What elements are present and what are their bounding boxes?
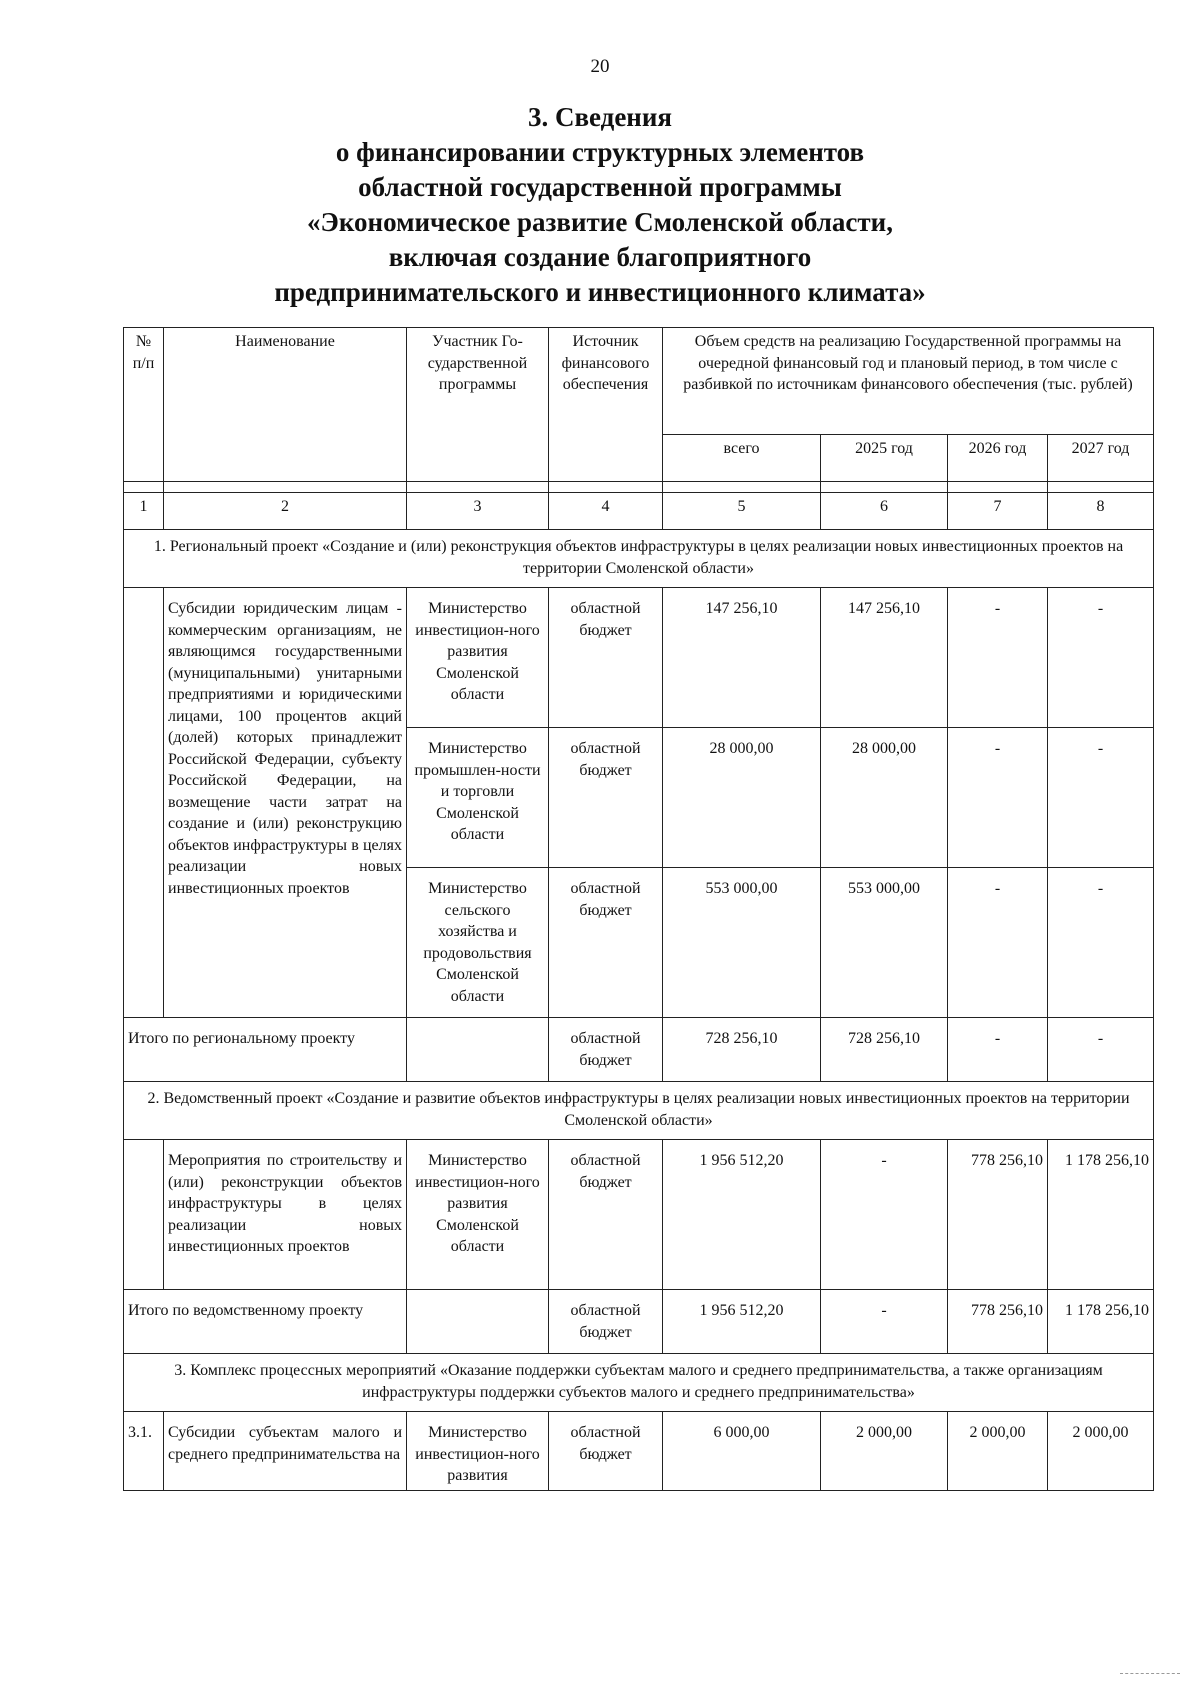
- total-cell: 553 000,00: [663, 868, 821, 1018]
- header-row: [124, 328, 1154, 435]
- total-cell: 147 256,10: [663, 588, 821, 728]
- y2025-cell: 28 000,00: [821, 728, 948, 868]
- section-row: [124, 1082, 1154, 1140]
- total-cell: 28 000,00: [663, 728, 821, 868]
- y2027-cell: -: [1048, 588, 1154, 728]
- section1-item-name: Субсидии юридическим лицам - коммерческим организациям, не являющимся государственными (муниципальными) унитарными предприятиями и юридическими лицами, 100 процентов акций (долей) которых принадлежит Российской Федерации, субъекту Российской Федерации, на возмещение части затрат на создание и (или) реконструкцию объектов инфраструктуры в целях реализации новых инвестиционных проектов: [164, 588, 407, 1018]
- title-line: 3. Сведения: [527, 102, 673, 132]
- y2026-cell: -: [948, 728, 1048, 868]
- title-line: предпринимательского и инвестиционного климата»: [274, 277, 926, 307]
- row-num: [124, 588, 164, 1018]
- total-label: Итого по региональному проекту: [124, 1018, 407, 1082]
- y2026-cell: 778 256,10: [948, 1290, 1048, 1354]
- source-cell: областной бюджет: [549, 1140, 663, 1290]
- header-2025: 2025 год: [821, 435, 948, 482]
- financing-table: [123, 327, 1154, 1491]
- y2027-cell: 1 178 256,10: [1048, 1290, 1154, 1354]
- y2025-cell: 728 256,10: [821, 1018, 948, 1082]
- y2025-cell: 553 000,00: [821, 868, 948, 1018]
- source-cell: областной бюджет: [549, 1412, 663, 1491]
- participant-cell: Министерство промышлен-ности и торговли Смоленской области: [407, 728, 549, 868]
- title-line: о финансировании структурных элементов: [335, 137, 865, 167]
- y2025-cell: 147 256,10: [821, 588, 948, 728]
- section-row: [124, 530, 1154, 588]
- total-row: [124, 1018, 1154, 1082]
- section3-item-name: Субсидии субъектам малого и среднего предпринимательства на: [164, 1412, 407, 1491]
- y2027-cell: -: [1048, 868, 1154, 1018]
- column-number: 4: [549, 493, 663, 530]
- header-volume: Объем средств на реализацию Государственной программы на очередной финансовый год и плановый период, в том числе с разбивкой по источникам финансового обеспечения (тыс. рублей): [663, 328, 1154, 435]
- column-number: 6: [821, 493, 948, 530]
- y2026-cell: -: [948, 588, 1048, 728]
- column-number: 7: [948, 493, 1048, 530]
- total-cell: 6 000,00: [663, 1412, 821, 1491]
- y2027-cell: 2 000,00: [1048, 1412, 1154, 1491]
- header-num: № п/п: [124, 328, 164, 482]
- source-cell: областной бюджет: [549, 1290, 663, 1354]
- total-label: Итого по ведомственному проекту: [124, 1290, 407, 1354]
- column-number: 3: [407, 493, 549, 530]
- header-name: Наименование: [164, 328, 407, 482]
- participant-cell: Министерство инвестицион-ного развития Смоленской области: [407, 588, 549, 728]
- source-cell: областной бюджет: [549, 588, 663, 728]
- total-cell: 1 956 512,20: [663, 1140, 821, 1290]
- total-row: [124, 1290, 1154, 1354]
- header-participant: Участник Го-сударственной программы: [407, 328, 549, 482]
- y2025-cell: -: [821, 1140, 948, 1290]
- column-number: 2: [164, 493, 407, 530]
- header-total: всего: [663, 435, 821, 482]
- page-number: 20: [590, 56, 610, 77]
- y2025-cell: 2 000,00: [821, 1412, 948, 1491]
- y2027-cell: -: [1048, 728, 1154, 868]
- source-cell: областной бюджет: [549, 1018, 663, 1082]
- header-source: Источник финансового обеспечения: [549, 328, 663, 482]
- participant-cell: Министерство сельского хозяйства и продовольствия Смоленской области: [407, 868, 549, 1018]
- y2026-cell: -: [948, 1018, 1048, 1082]
- y2025-cell: -: [821, 1290, 948, 1354]
- participant-cell: [407, 1290, 549, 1354]
- section1-title: 1. Региональный проект «Создание и (или) реконструкция объектов инфраструктуры в целях реализации новых инвестиционных проектов на территории Смоленской области»: [124, 530, 1154, 588]
- table-row: [124, 1412, 1154, 1491]
- y2027-cell: 1 178 256,10: [1048, 1140, 1154, 1290]
- header-2027: 2027 год: [1048, 435, 1154, 482]
- table-row: [124, 1140, 1154, 1290]
- column-number: 1: [124, 493, 164, 530]
- source-cell: областной бюджет: [549, 868, 663, 1018]
- scan-mark: [1120, 1673, 1180, 1674]
- y2026-cell: 2 000,00: [948, 1412, 1048, 1491]
- document-title: [0, 100, 1200, 310]
- column-number: 8: [1048, 493, 1154, 530]
- section2-title: 2. Ведомственный проект «Создание и развитие объектов инфраструктуры в целях реализации новых инвестиционных проектов на территории Смоленской области»: [124, 1082, 1154, 1140]
- section2-item-name: Мероприятия по строительству и (или) реконструкции объектов инфраструктуры в целях реализации новых инвестиционных проектов: [164, 1140, 407, 1290]
- header-2026: 2026 год: [948, 435, 1048, 482]
- y2027-cell: -: [1048, 1018, 1154, 1082]
- table-row: [124, 588, 1154, 728]
- source-cell: областной бюджет: [549, 728, 663, 868]
- y2026-cell: -: [948, 868, 1048, 1018]
- title-line: областной государственной программы: [358, 172, 842, 202]
- total-cell: 1 956 512,20: [663, 1290, 821, 1354]
- header-gap: [124, 482, 1154, 493]
- participant-cell: Министерство инвестицион-ного развития Смоленской области: [407, 1140, 549, 1290]
- participant-cell: [407, 1018, 549, 1082]
- participant-cell: Министерство инвестицион-ного развития: [407, 1412, 549, 1491]
- section3-title: 3. Комплекс процессных мероприятий «Оказание поддержки субъектам малого и среднего предпринимательства, а также организациям инфраструктуры поддержки субъектов малого и среднего предпринимательства»: [124, 1354, 1154, 1412]
- y2026-cell: 778 256,10: [948, 1140, 1048, 1290]
- row-num: [124, 1140, 164, 1290]
- title-line: включая создание благоприятного: [388, 242, 812, 272]
- column-numbers-row: [124, 493, 1154, 530]
- title-line: «Экономическое развитие Смоленской области,: [307, 207, 893, 237]
- column-number: 5: [663, 493, 821, 530]
- row-num: 3.1.: [124, 1412, 164, 1491]
- section-row: [124, 1354, 1154, 1412]
- total-cell: 728 256,10: [663, 1018, 821, 1082]
